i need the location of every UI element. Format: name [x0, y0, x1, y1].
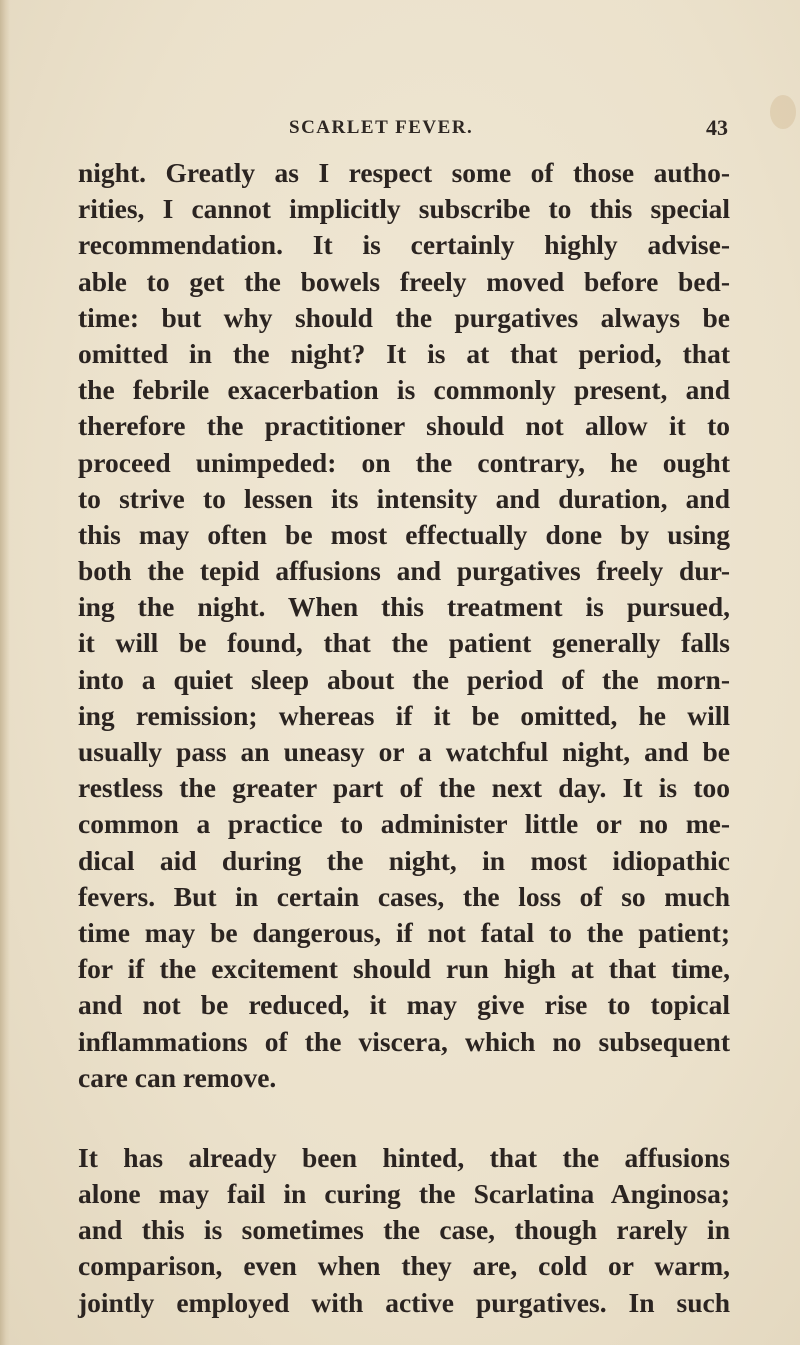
running-head [78, 117, 728, 147]
binding-edge [0, 0, 10, 1345]
text-line: proceed unimpeded: on the contrary, he ought [78, 446, 730, 478]
text-line: into a quiet sleep about the period of the morn- [78, 663, 730, 695]
text-line: able to get the bowels freely moved before bed- [78, 265, 730, 297]
paragraph-gap [78, 1096, 730, 1140]
text-line: comparison, even when they are, cold or warm, [78, 1250, 730, 1282]
paragraph-2 [78, 1140, 730, 1321]
paragraph-1 [78, 155, 730, 1096]
text-line: fevers. But in certain cases, the loss of so much [78, 880, 730, 912]
text-line: to strive to lessen its intensity and duration, and [78, 482, 730, 514]
text-line: alone may fail in curing the Scarlatina Anginosa; [78, 1178, 730, 1210]
text-line: restless the greater part of the next day. It is too [78, 772, 730, 804]
text-line: both the tepid affusions and purgatives freely dur- [78, 555, 730, 587]
text-line: and this is sometimes the case, though rarely in [78, 1214, 730, 1246]
text-line: usually pass an uneasy or a watchful night, and be [78, 736, 730, 767]
text-line: omitted in the night? It is at that period, that [78, 337, 730, 369]
text-line: it will be found, that the patient generally falls [78, 627, 730, 659]
text-line: recommendation. It is certainly highly advise- [78, 229, 730, 261]
text-line: ing the night. When this treatment is pursued, [78, 591, 730, 623]
text-line: care can remove. [78, 1061, 277, 1093]
running-head-title: SCARLET FEVER. [289, 117, 474, 138]
text-line: the febrile exacerbation is commonly present, and [78, 374, 730, 406]
text-line: ing remission; whereas if it be omitted, he will [78, 699, 730, 731]
text-line: night. Greatly as I respect some of those autho- [78, 157, 730, 188]
text-line: therefore the practitioner should not allow it to [78, 410, 730, 442]
text-line: common a practice to administer little or no me- [78, 808, 730, 840]
text-line: dical aid during the night, in most idiopathic [78, 844, 730, 876]
paper-stain [770, 95, 796, 129]
body-text [78, 155, 730, 1321]
text-line: and not be reduced, it may give rise to topical [78, 989, 730, 1021]
text-line: inflammations of the viscera, which no subsequent [78, 1025, 730, 1057]
text-line: rities, I cannot implicitly subscribe to this special [78, 193, 730, 225]
text-line: time: but why should the purgatives always be [78, 301, 730, 333]
text-line: It has already been hinted, that the affusions [78, 1141, 730, 1173]
text-line: time may be dangerous, if not fatal to the patient; [78, 916, 730, 948]
page-number: 43 [706, 115, 728, 140]
text-line: this may often be most effectually done by using [78, 518, 730, 550]
text-line: jointly employed with active purgatives. In such [78, 1286, 730, 1318]
text-line: for if the excitement should run high at that time, [78, 953, 730, 985]
